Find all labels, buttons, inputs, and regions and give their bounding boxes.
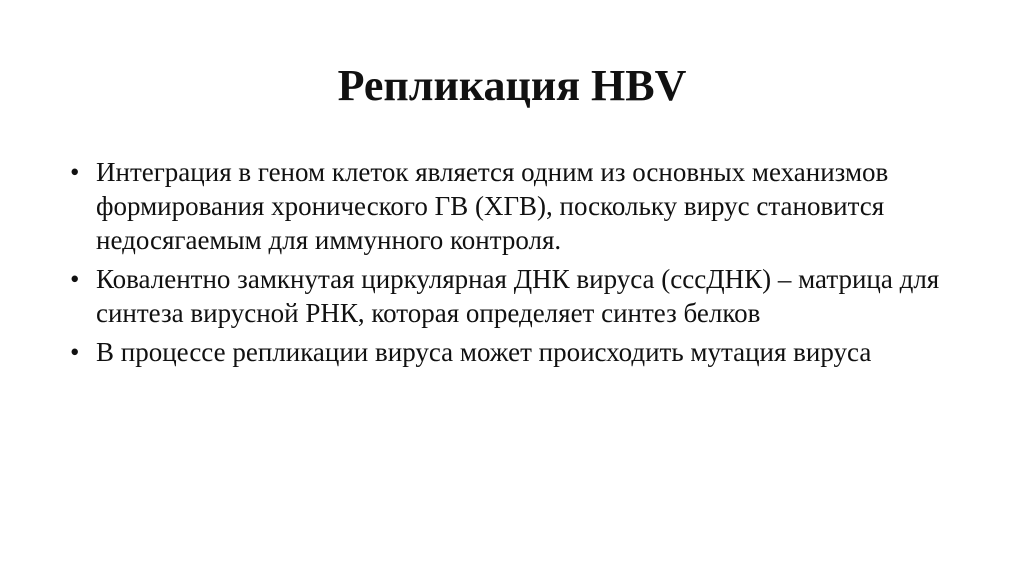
bullet-item <box>70 155 950 257</box>
bullet-icon: • <box>70 337 80 367</box>
slide-title: Репликация HBV <box>337 61 687 110</box>
bullet-icon: • <box>70 157 80 187</box>
bullet-text: Ковалентно замкнутая циркулярная ДНК вируса (cccДНК) – матрица для синтеза вирусной РНК, которая определяет синтез белков <box>96 264 940 328</box>
bullet-item <box>70 335 950 369</box>
bullet-text: В процессе репликации вируса может происходить мутация вируса <box>96 337 872 367</box>
bullet-list <box>70 155 950 374</box>
bullet-icon: • <box>70 264 80 294</box>
bullet-item <box>70 262 950 330</box>
bullet-text: Интеграция в геном клеток является одним из основных механизмов формирования хронического ГВ (ХГВ), поскольку вирус становится недосягаемым для иммунного контроля. <box>96 157 889 255</box>
